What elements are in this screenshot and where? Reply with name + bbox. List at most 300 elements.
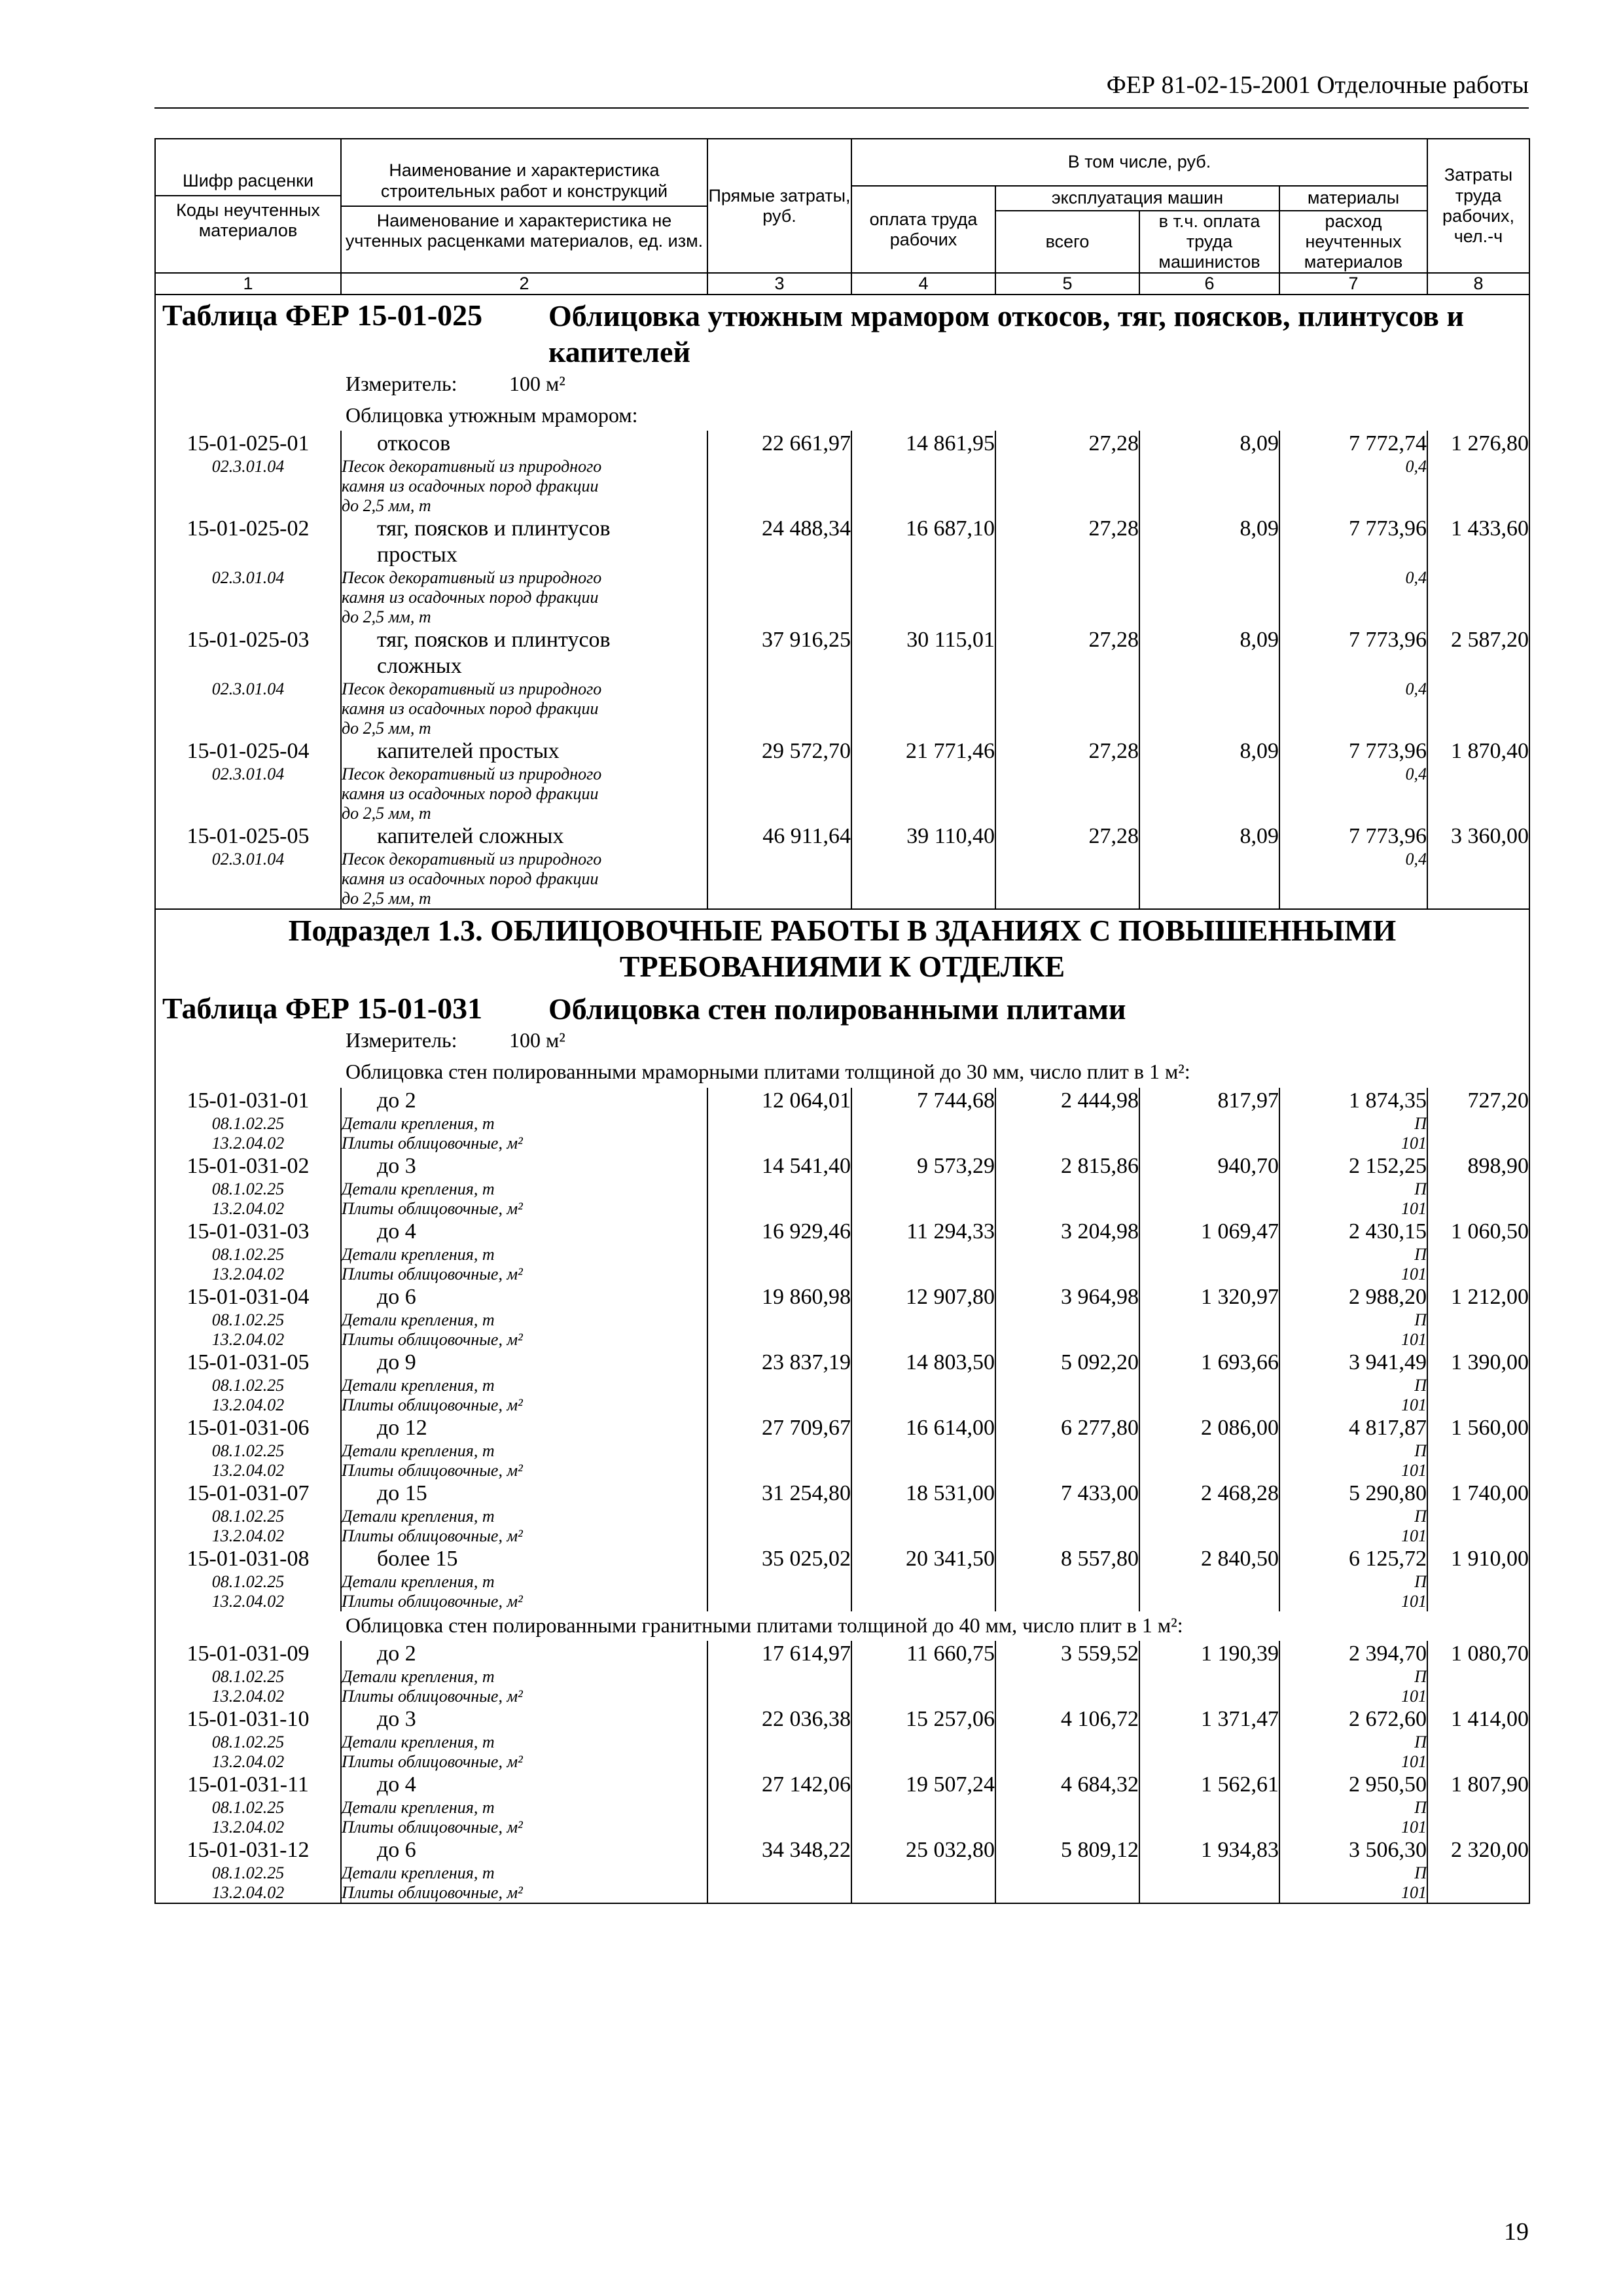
material-code: 13.2.04.02	[211, 1198, 285, 1218]
material-name: Плиты облицовочные, м²	[342, 1395, 523, 1414]
material-name: камня из осадочных пород фракции	[342, 476, 599, 495]
table2-subheading2-row	[155, 1611, 1529, 1641]
material-code: 08.1.02.25	[211, 1310, 285, 1329]
machine-pay: 1 190,39	[1139, 1641, 1279, 1706]
material-quantity: 101	[1401, 1198, 1427, 1218]
work-name: откосов	[377, 431, 451, 456]
header-machines-pay: в т.ч. оплата труда машинистов	[1139, 211, 1279, 273]
column-number: 3	[707, 273, 851, 295]
machine-pay: 8,09	[1139, 431, 1279, 516]
rate-description-cell	[341, 1284, 707, 1350]
materials-cost: 1 874,35	[1349, 1088, 1427, 1113]
material-name: Плиты облицовочные, м²	[342, 1686, 523, 1706]
rate-row	[155, 1480, 1529, 1546]
rate-code-cell	[155, 1641, 341, 1706]
rate-description-cell	[341, 1088, 707, 1153]
material-name: Песок декоративный из природного	[342, 849, 602, 869]
machine-total: 6 277,80	[995, 1415, 1139, 1480]
header-labor-pay: оплата труда рабочих	[851, 186, 995, 273]
rate-code: 15-01-031-12	[187, 1837, 310, 1862]
rate-code-cell	[155, 1706, 341, 1772]
header-name-top: Наименование и характеристика строительных работ и конструкций	[342, 158, 707, 206]
rate-row	[155, 431, 1529, 516]
rates-table	[154, 138, 1530, 1904]
work-name: тяг, поясков и плинтусов	[377, 627, 611, 652]
material-name: камня из осадочных пород фракции	[342, 783, 599, 803]
rate-code: 15-01-031-03	[187, 1219, 310, 1244]
table1-name: Облицовка утюжным мрамором откосов, тяг, поясков, плинтусов и капителей	[548, 299, 1464, 369]
direct-cost: 24 488,34	[707, 516, 851, 627]
rate-code-cell	[155, 1153, 341, 1219]
rate-code: 15-01-031-09	[187, 1641, 310, 1666]
machine-total: 27,28	[995, 627, 1139, 738]
labor-hours: 1 060,50	[1427, 1219, 1529, 1284]
direct-cost: 34 348,22	[707, 1837, 851, 1903]
material-code: 02.3.01.04	[211, 679, 285, 698]
material-name: камня из осадочных пород фракции	[342, 587, 599, 607]
rate-description-cell	[341, 1153, 707, 1219]
work-name: до 9	[377, 1350, 416, 1374]
rate-row	[155, 738, 1529, 823]
section-title-line1: Подраздел 1.3. ОБЛИЦОВОЧНЫЕ РАБОТЫ В ЗДАНИЯХ С ПОВЫШЕННЫМИ	[288, 913, 1397, 947]
table1-title-row	[155, 295, 1529, 401]
materials-cost: 7 773,96	[1349, 516, 1427, 541]
materials-cost: 6 125,72	[1349, 1546, 1427, 1571]
material-quantity: 101	[1401, 1329, 1427, 1349]
work-name: тяг, поясков и плинтусов	[377, 516, 611, 541]
header-machines: эксплуатация машин	[995, 186, 1279, 211]
direct-cost: 16 929,46	[707, 1219, 851, 1284]
labor-pay: 19 507,24	[851, 1772, 995, 1837]
work-name: до 6	[377, 1284, 416, 1309]
rate-code: 15-01-031-02	[187, 1153, 310, 1178]
labor-pay: 14 803,50	[851, 1350, 995, 1415]
direct-cost: 17 614,97	[707, 1641, 851, 1706]
labor-hours: 1 910,00	[1427, 1546, 1529, 1611]
table2-name: Облицовка стен полированными плитами	[548, 992, 1126, 1026]
material-code: 08.1.02.25	[211, 1375, 285, 1395]
material-name: Плиты облицовочные, м²	[342, 1751, 523, 1771]
rate-description-cell	[341, 627, 707, 738]
materials-cost: 2 950,50	[1349, 1772, 1427, 1797]
labor-hours: 1 740,00	[1427, 1480, 1529, 1546]
rate-code: 15-01-025-03	[187, 627, 310, 652]
labor-hours: 727,20	[1427, 1088, 1529, 1153]
rate-code: 15-01-031-11	[187, 1772, 309, 1797]
rate-row	[155, 627, 1529, 738]
material-name: Детали крепления, т	[342, 1732, 495, 1751]
material-name: Плиты облицовочные, м²	[342, 1133, 523, 1153]
rate-code-cell	[155, 431, 341, 516]
rate-description-cell	[341, 1415, 707, 1480]
labor-hours: 1 433,60	[1427, 516, 1529, 627]
machine-total: 3 559,52	[995, 1641, 1139, 1706]
labor-pay: 11 294,33	[851, 1219, 995, 1284]
material-name: Детали крепления, т	[342, 1113, 495, 1133]
work-name: до 4	[377, 1219, 416, 1244]
unit-value: 100 м²	[509, 1028, 565, 1052]
machine-pay: 8,09	[1139, 516, 1279, 627]
material-code: 08.1.02.25	[211, 1179, 285, 1198]
machine-pay: 817,97	[1139, 1088, 1279, 1153]
material-quantity: П	[1414, 1179, 1427, 1198]
machine-pay: 1 069,47	[1139, 1219, 1279, 1284]
rate-code-cell	[155, 1480, 341, 1546]
header-code-top: Шифр расценки	[156, 168, 340, 196]
material-quantity: 101	[1401, 1882, 1427, 1902]
materials-cost: 2 988,20	[1349, 1284, 1427, 1309]
column-number: 5	[995, 273, 1139, 295]
material-quantity: 101	[1401, 1395, 1427, 1414]
work-name: до 2	[377, 1641, 416, 1666]
labor-hours: 1 560,00	[1427, 1415, 1529, 1480]
machine-total: 27,28	[995, 738, 1139, 823]
rate-code: 15-01-025-04	[187, 738, 310, 763]
table2-subheading2: Облицовка стен полированными гранитными плитами толщиной до 40 мм, число плит в 1 м²:	[155, 1611, 1529, 1641]
materials-cell	[1279, 1219, 1427, 1284]
material-code: 08.1.02.25	[211, 1113, 285, 1133]
rate-code-cell	[155, 738, 341, 823]
material-code: 13.2.04.02	[211, 1395, 285, 1414]
header-materials: материалы	[1279, 186, 1427, 211]
direct-cost: 35 025,02	[707, 1546, 851, 1611]
material-quantity: П	[1414, 1244, 1427, 1264]
material-quantity: П	[1414, 1310, 1427, 1329]
material-code: 02.3.01.04	[211, 764, 285, 783]
direct-cost: 27 709,67	[707, 1415, 851, 1480]
column-number: 8	[1427, 273, 1529, 295]
unit-label: Измеритель:	[346, 1028, 457, 1052]
machine-total: 3 204,98	[995, 1219, 1139, 1284]
rate-row	[155, 1284, 1529, 1350]
rate-row	[155, 516, 1529, 627]
materials-cost: 5 290,80	[1349, 1480, 1427, 1505]
rate-code-cell	[155, 1219, 341, 1284]
rate-code-cell	[155, 1088, 341, 1153]
material-name: камня из осадочных пород фракции	[342, 869, 599, 888]
material-quantity: 0,4	[1405, 679, 1427, 698]
material-name: Песок декоративный из природного	[342, 567, 602, 587]
labor-pay: 39 110,40	[851, 823, 995, 909]
direct-cost: 23 837,19	[707, 1350, 851, 1415]
materials-cost: 2 672,60	[1349, 1706, 1427, 1731]
labor-pay: 15 257,06	[851, 1706, 995, 1772]
machine-total: 27,28	[995, 516, 1139, 627]
header-name	[341, 139, 707, 273]
rate-description-cell	[341, 516, 707, 627]
machine-pay: 2 468,28	[1139, 1480, 1279, 1546]
material-quantity: П	[1414, 1375, 1427, 1395]
materials-cell	[1279, 1546, 1427, 1611]
labor-hours: 1 807,90	[1427, 1772, 1529, 1837]
rate-code-cell	[155, 1772, 341, 1837]
rate-description-cell	[341, 1641, 707, 1706]
direct-cost: 31 254,80	[707, 1480, 851, 1546]
material-name: Песок декоративный из природного	[342, 679, 602, 698]
labor-pay: 21 771,46	[851, 738, 995, 823]
material-code: 13.2.04.02	[211, 1591, 285, 1611]
materials-cell	[1279, 1706, 1427, 1772]
work-name: капителей простых	[377, 738, 560, 763]
rate-description-cell	[341, 1546, 707, 1611]
table1-code: Таблица ФЕР 15-01-025	[162, 298, 483, 332]
direct-cost: 22 661,97	[707, 431, 851, 516]
rate-code-cell	[155, 1284, 341, 1350]
labor-hours: 2 320,00	[1427, 1837, 1529, 1903]
header-machines-total: всего	[995, 211, 1139, 273]
material-name: до 2,5 мм, т	[342, 607, 431, 626]
materials-cost: 4 817,87	[1349, 1415, 1427, 1440]
material-name: Детали крепления, т	[342, 1797, 495, 1817]
material-name: Плиты облицовочные, м²	[342, 1817, 523, 1837]
material-name: Песок декоративный из природного	[342, 764, 602, 783]
material-code: 13.2.04.02	[211, 1817, 285, 1837]
direct-cost: 22 036,38	[707, 1706, 851, 1772]
material-name: Детали крепления, т	[342, 1310, 495, 1329]
materials-cell	[1279, 1641, 1427, 1706]
machine-pay: 2 086,00	[1139, 1415, 1279, 1480]
labor-hours: 1 414,00	[1427, 1706, 1529, 1772]
materials-cell	[1279, 1153, 1427, 1219]
material-code: 13.2.04.02	[211, 1882, 285, 1902]
materials-cell	[1279, 1415, 1427, 1480]
material-code: 13.2.04.02	[211, 1751, 285, 1771]
rate-description-cell	[341, 1706, 707, 1772]
work-name: до 2	[377, 1088, 416, 1113]
machine-pay: 1 371,47	[1139, 1706, 1279, 1772]
column-number: 4	[851, 273, 995, 295]
material-quantity: П	[1414, 1113, 1427, 1133]
direct-cost: 14 541,40	[707, 1153, 851, 1219]
material-quantity: П	[1414, 1506, 1427, 1526]
labor-pay: 14 861,95	[851, 431, 995, 516]
material-code: 13.2.04.02	[211, 1133, 285, 1153]
rate-row	[155, 1837, 1529, 1903]
work-name: простых	[377, 542, 457, 567]
materials-cell	[1279, 1088, 1427, 1153]
materials-cost: 7 773,96	[1349, 823, 1427, 848]
rate-code-cell	[155, 823, 341, 909]
rate-code: 15-01-031-08	[187, 1546, 310, 1571]
materials-cell	[1279, 823, 1427, 909]
rate-code-cell	[155, 1350, 341, 1415]
materials-cost: 7 772,74	[1349, 431, 1427, 456]
labor-hours: 2 587,20	[1427, 627, 1529, 738]
rate-code-cell	[155, 1837, 341, 1903]
rate-code: 15-01-025-01	[187, 431, 310, 456]
rate-description-cell	[341, 1480, 707, 1546]
rate-row	[155, 823, 1529, 909]
page-number: 19	[1504, 2218, 1529, 2246]
direct-cost: 37 916,25	[707, 627, 851, 738]
page-header	[154, 71, 1529, 109]
table2-body	[155, 988, 1529, 1903]
rate-row	[155, 1772, 1529, 1837]
machine-pay: 8,09	[1139, 627, 1279, 738]
materials-cost: 3 941,49	[1349, 1350, 1427, 1374]
material-name: Плиты облицовочные, м²	[342, 1591, 523, 1611]
work-name: до 6	[377, 1837, 416, 1862]
table1-unit	[162, 372, 1522, 396]
machine-pay: 1 320,97	[1139, 1284, 1279, 1350]
labor-hours: 1 080,70	[1427, 1641, 1529, 1706]
materials-cost: 7 773,96	[1349, 627, 1427, 652]
rate-description-cell	[341, 1219, 707, 1284]
header-name-bottom: Наименование и характеристика не учтенных расценками материалов, ед. изм.	[345, 210, 704, 251]
rate-row	[155, 1641, 1529, 1706]
labor-pay: 18 531,00	[851, 1480, 995, 1546]
labor-pay: 16 614,00	[851, 1415, 995, 1480]
machine-total: 27,28	[995, 431, 1139, 516]
table1-subheading: Облицовка утюжным мрамором:	[155, 401, 1529, 431]
labor-pay: 7 744,68	[851, 1088, 995, 1153]
header-code	[155, 139, 341, 273]
machine-pay: 1 562,61	[1139, 1772, 1279, 1837]
table2-title-row	[155, 988, 1529, 1058]
header-labor: Затраты труда рабочих, чел.-ч	[1427, 139, 1529, 273]
material-quantity: 101	[1401, 1817, 1427, 1837]
materials-cell	[1279, 1350, 1427, 1415]
material-code: 08.1.02.25	[211, 1863, 285, 1882]
material-code: 13.2.04.02	[211, 1526, 285, 1545]
rate-code: 15-01-031-01	[187, 1088, 310, 1113]
machine-total: 8 557,80	[995, 1546, 1139, 1611]
rate-code: 15-01-025-02	[187, 516, 310, 541]
work-name: до 3	[377, 1153, 416, 1178]
machine-total: 2 444,98	[995, 1088, 1139, 1153]
material-quantity: П	[1414, 1863, 1427, 1882]
direct-cost: 19 860,98	[707, 1284, 851, 1350]
work-name: сложных	[377, 653, 462, 678]
material-name: до 2,5 мм, т	[342, 888, 431, 908]
rate-description-cell	[341, 1772, 707, 1837]
material-code: 08.1.02.25	[211, 1571, 285, 1591]
material-quantity: 101	[1401, 1751, 1427, 1771]
machine-pay: 8,09	[1139, 823, 1279, 909]
material-name: Детали крепления, т	[342, 1506, 495, 1526]
header-incl: В том числе, руб.	[851, 139, 1427, 186]
material-name: Плиты облицовочные, м²	[342, 1329, 523, 1349]
materials-cell	[1279, 516, 1427, 627]
rate-code: 15-01-031-04	[187, 1284, 310, 1309]
direct-cost: 12 064,01	[707, 1088, 851, 1153]
direct-cost: 29 572,70	[707, 738, 851, 823]
table-header	[155, 139, 1529, 295]
material-quantity: 0,4	[1405, 849, 1427, 869]
unit-label: Измеритель:	[346, 371, 457, 395]
material-quantity: П	[1414, 1571, 1427, 1591]
material-name: Плиты облицовочные, м²	[342, 1264, 523, 1283]
work-name: более 15	[377, 1546, 458, 1571]
material-code: 08.1.02.25	[211, 1732, 285, 1751]
material-code: 02.3.01.04	[211, 849, 285, 869]
machine-total: 7 433,00	[995, 1480, 1139, 1546]
materials-cost: 2 430,15	[1349, 1219, 1427, 1244]
machine-pay: 1 693,66	[1139, 1350, 1279, 1415]
work-name: до 4	[377, 1772, 416, 1797]
header-direct: Прямые затраты, руб.	[707, 139, 851, 273]
machine-total: 5 092,20	[995, 1350, 1139, 1415]
material-name: Детали крепления, т	[342, 1863, 495, 1882]
material-code: 02.3.01.04	[211, 567, 285, 587]
machine-total: 5 809,12	[995, 1837, 1139, 1903]
materials-cell	[1279, 627, 1427, 738]
table2-subheading1: Облицовка стен полированными мраморными плитами толщиной до 30 мм, число плит в 1 м²:	[155, 1058, 1529, 1087]
material-code: 08.1.02.25	[211, 1797, 285, 1817]
rate-code: 15-01-031-10	[187, 1706, 310, 1731]
materials-cost: 7 773,96	[1349, 738, 1427, 763]
labor-pay: 11 660,75	[851, 1641, 995, 1706]
rate-code: 15-01-031-05	[187, 1350, 310, 1374]
material-quantity: П	[1414, 1797, 1427, 1817]
rate-row	[155, 1350, 1529, 1415]
machine-total: 4 684,32	[995, 1772, 1139, 1837]
material-code: 13.2.04.02	[211, 1329, 285, 1349]
material-code: 08.1.02.25	[211, 1244, 285, 1264]
rate-code-cell	[155, 516, 341, 627]
table2-unit	[162, 1028, 1522, 1052]
materials-cost: 3 506,30	[1349, 1837, 1427, 1862]
machine-pay: 8,09	[1139, 738, 1279, 823]
material-name: Детали крепления, т	[342, 1441, 495, 1460]
machine-pay: 1 934,83	[1139, 1837, 1279, 1903]
rate-code: 15-01-031-07	[187, 1480, 310, 1505]
materials-cell	[1279, 431, 1427, 516]
material-quantity: П	[1414, 1441, 1427, 1460]
material-name: Песок декоративный из природного	[342, 456, 602, 476]
labor-pay: 16 687,10	[851, 516, 995, 627]
materials-cell	[1279, 738, 1427, 823]
material-code: 13.2.04.02	[211, 1264, 285, 1283]
section-body	[155, 909, 1529, 988]
rate-code: 15-01-031-06	[187, 1415, 310, 1440]
rate-row	[155, 1415, 1529, 1480]
material-code: 08.1.02.25	[211, 1506, 285, 1526]
rate-description-cell	[341, 1350, 707, 1415]
direct-cost: 46 911,64	[707, 823, 851, 909]
material-name: Плиты облицовочные, м²	[342, 1198, 523, 1218]
rate-code: 15-01-025-05	[187, 823, 310, 848]
material-quantity: 101	[1401, 1526, 1427, 1545]
rate-code-cell	[155, 1546, 341, 1611]
rate-code-cell	[155, 627, 341, 738]
material-quantity: П	[1414, 1666, 1427, 1686]
material-quantity: 0,4	[1405, 456, 1427, 476]
material-name: Детали крепления, т	[342, 1179, 495, 1198]
material-code: 13.2.04.02	[211, 1686, 285, 1706]
document-title: ФЕР 81-02-15-2001 Отделочные работы	[1106, 71, 1529, 99]
rate-row	[155, 1088, 1529, 1153]
material-quantity: 0,4	[1405, 764, 1427, 783]
labor-pay: 9 573,29	[851, 1153, 995, 1219]
material-name: Детали крепления, т	[342, 1571, 495, 1591]
material-name: камня из осадочных пород фракции	[342, 698, 599, 718]
rate-row	[155, 1219, 1529, 1284]
machine-total: 2 815,86	[995, 1153, 1139, 1219]
table1-subheading-row	[155, 401, 1529, 431]
rate-row	[155, 1546, 1529, 1611]
material-name: Плиты облицовочные, м²	[342, 1460, 523, 1480]
rate-row	[155, 1153, 1529, 1219]
work-name: капителей сложных	[377, 823, 564, 848]
material-quantity: П	[1414, 1732, 1427, 1751]
column-number: 7	[1279, 273, 1427, 295]
column-number: 2	[341, 273, 707, 295]
table1-body	[155, 295, 1529, 909]
table2-subheading1-row	[155, 1058, 1529, 1087]
rate-row	[155, 1706, 1529, 1772]
material-quantity: 0,4	[1405, 567, 1427, 587]
